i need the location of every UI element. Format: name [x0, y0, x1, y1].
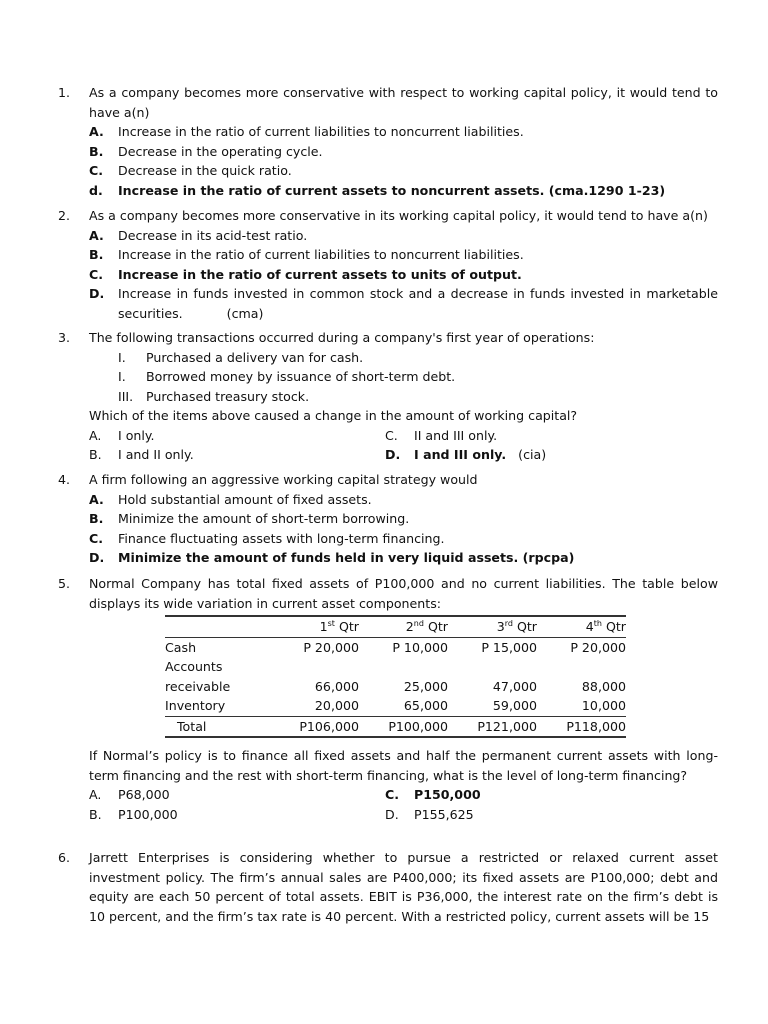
header-qtr-3: 3rd Qtr [448, 616, 537, 637]
header-qtr-2: 2nd Qtr [359, 616, 448, 637]
source-tag: (cma) [226, 305, 264, 321]
transaction-item-2: I. Borrowed money by issuance of short-term debt. [118, 369, 456, 384]
question-3 [58, 328, 718, 465]
option-a: A. I only. [89, 427, 155, 443]
option-b: B. Increase in the ratio of current liabilities to noncurrent liabilities. [89, 247, 524, 262]
question-stem: Normal Company has total fixed assets of P100,000 and no current liabilities. The table below displays its wide variation in current asset components: [89, 576, 718, 611]
question-number: 6. [58, 850, 71, 865]
question-stem: As a company becomes more conservative with respect to working capital policy, it would tend to have a(n) [89, 85, 718, 120]
option-a: A. Increase in the ratio of current liabilities to noncurrent liabilities. [89, 124, 524, 139]
table-row-receivable: receivable 66,000 25,000 47,000 88,000 [165, 678, 626, 694]
question-stem: A firm following an aggressive working capital strategy would [89, 472, 478, 487]
option-a: A. Hold substantial amount of fixed assets. [89, 491, 372, 507]
table-row-total: Total P106,000 P100,000 P121,000 P118,000 [165, 716, 626, 737]
option-c: C. Decrease in the quick ratio. [89, 163, 292, 178]
option-a: A. Decrease in its acid-test ratio. [89, 227, 308, 243]
option-b: B. Minimize the amount of short-term borrowing. [89, 511, 410, 526]
options-row-1 [89, 426, 718, 446]
options-row-2 [89, 445, 718, 465]
source-tag: (cia) [518, 447, 547, 462]
question-stem: As a company becomes more conservative in its working capital policy, it would tend to have a(n) [89, 208, 708, 223]
option-c-answer: C. P150,000 [385, 787, 481, 802]
question-5 [58, 574, 718, 824]
header-qtr-4: 4th Qtr [537, 616, 626, 637]
option-d-answer: D. I and III only. (cia) [385, 447, 547, 462]
option-d-answer: D. Minimize the amount of funds held in very liquid assets. (rpcpa) [89, 550, 575, 565]
table-header-row [165, 616, 626, 637]
option-c: C. Finance fluctuating assets with long-term financing. [89, 530, 445, 546]
table-row-inventory: Inventory 20,000 65,000 59,000 10,000 [165, 698, 626, 713]
question-2 [58, 206, 718, 323]
question-number: 1. [58, 85, 71, 100]
question-number: 2. [58, 208, 71, 223]
question-stem: Jarrett Enterprises is considering whether to pursue a restricted or relaxed current asset investment policy. The firm’s annual sales are P400,000; its fixed assets are P100,000; debt and equity are each 50 percent of total assets. EBIT is P36,000, the interest rate on the firm’s debt is 10 percent, and the firm’s tax rate is 40 percent. With a restricted policy, current assets will be 15 [89, 850, 718, 924]
question-prompt: If Normal’s policy is to finance all fixed assets and half the permanent current assets with long-term financing and the rest with short-term financing, what is the level of long-term financing? [89, 748, 718, 783]
table-row-accounts-label: Accounts [165, 659, 223, 674]
option-c: C. II and III only. [385, 427, 498, 443]
option-a: A. P68,000 [89, 787, 170, 802]
question-number: 5. [58, 576, 71, 591]
option-d: D. P155,625 [385, 806, 474, 822]
option-d: D. Increase in funds invested in common stock and a decrease in funds invested in marketable securities. (cma) [89, 286, 718, 321]
options-row-2 [89, 805, 718, 825]
header-qtr-1: 1st Qtr [270, 616, 359, 637]
transaction-item-1: I. Purchased a delivery van for cash. [118, 349, 364, 365]
table-row-cash: Cash P 20,000 P 10,000 P 15,000 P 20,000 [165, 639, 626, 655]
current-assets-table [165, 615, 626, 738]
option-d-answer: d. Increase in the ratio of current assets to noncurrent assets. (cma.1290 1-23) [89, 182, 666, 198]
question-1 [58, 83, 718, 200]
question-6 [58, 848, 718, 926]
option-c-answer: C. Increase in the ratio of current assets to units of output. [89, 266, 522, 282]
option-b: B. I and II only. [89, 447, 194, 462]
question-prompt: Which of the items above caused a change in the amount of working capital? [89, 408, 578, 423]
option-b: B. P100,000 [89, 806, 178, 822]
option-b: B. Decrease in the operating cycle. [89, 143, 323, 159]
question-stem: The following transactions occurred during a company's first year of operations: [89, 330, 595, 345]
question-number: 3. [58, 330, 71, 345]
question-4 [58, 470, 718, 568]
question-number: 4. [58, 472, 71, 487]
options-row-1 [89, 785, 718, 805]
transaction-item-3: III. Purchased treasury stock. [118, 388, 310, 404]
